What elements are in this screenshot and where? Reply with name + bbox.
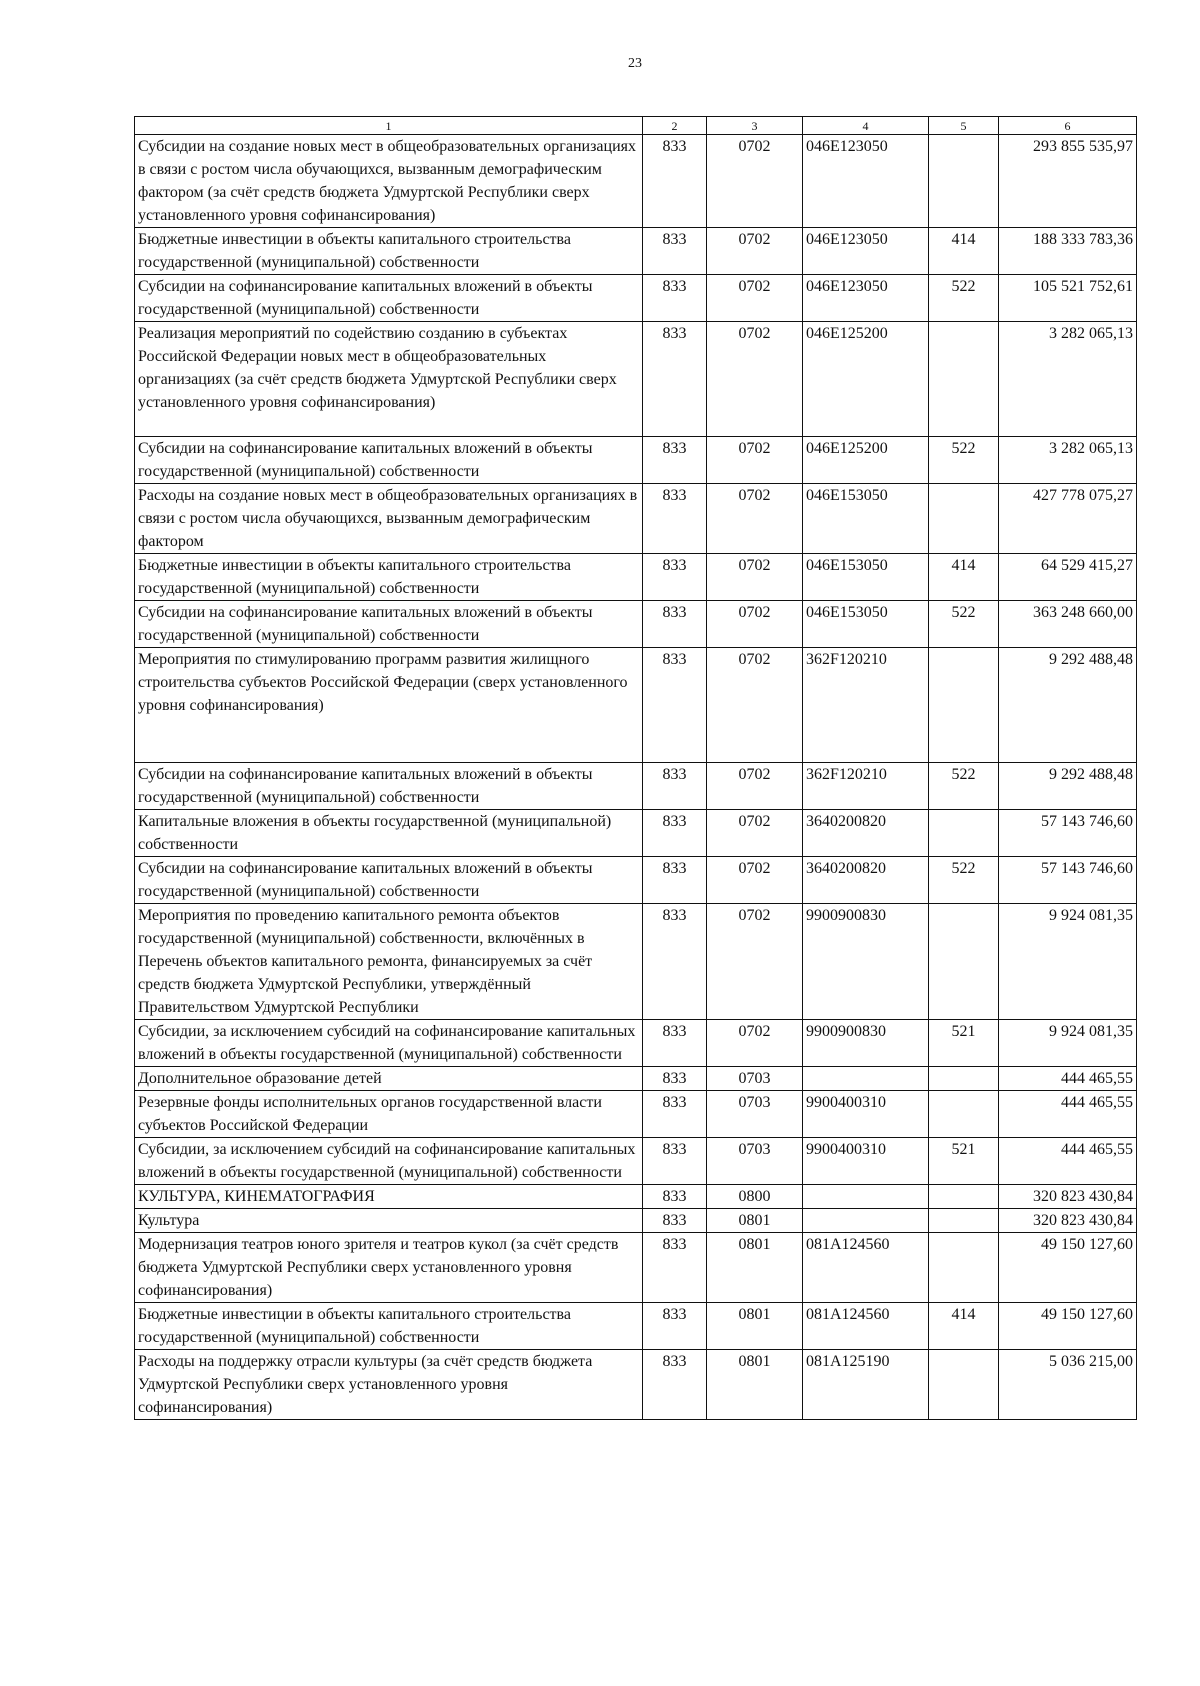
- row-amount-cell: 57 143 746,60: [999, 857, 1137, 904]
- row-type-cell: [929, 904, 999, 1020]
- table-row: [135, 554, 1137, 601]
- column-number: 5: [929, 117, 999, 135]
- table-row: [135, 484, 1137, 554]
- row-target-cell: 362F120210: [803, 763, 929, 810]
- row-code-cell: 833: [643, 810, 707, 857]
- row-amount-cell: 49 150 127,60: [999, 1303, 1137, 1350]
- row-name-cell: Резервные фонды исполнительных органов государственной власти субъектов Российской Федерации: [135, 1091, 643, 1138]
- table-row: [135, 763, 1137, 810]
- row-name-cell: Субсидии на софинансирование капитальных вложений в объекты государственной (муниципальной) собственности: [135, 275, 643, 322]
- row-amount-cell: 444 465,55: [999, 1067, 1137, 1091]
- column-number: 3: [707, 117, 803, 135]
- row-target-cell: 046E123050: [803, 135, 929, 228]
- row-section-cell: 0702: [707, 904, 803, 1020]
- row-amount-cell: 9 924 081,35: [999, 1020, 1137, 1067]
- column-number: 6: [999, 117, 1137, 135]
- row-code-cell: 833: [643, 1350, 707, 1420]
- row-target-cell: [803, 1185, 929, 1209]
- table-row: [135, 275, 1137, 322]
- row-name-cell: Субсидии, за исключением субсидий на софинансирование капитальных вложений в объекты государственной (муниципальной) собственности: [135, 1138, 643, 1185]
- row-section-cell: 0702: [707, 437, 803, 484]
- row-amount-cell: 64 529 415,27: [999, 554, 1137, 601]
- row-type-cell: 521: [929, 1138, 999, 1185]
- row-section-cell: 0702: [707, 322, 803, 437]
- row-type-cell: 414: [929, 1303, 999, 1350]
- row-section-cell: 0702: [707, 554, 803, 601]
- table-row: [135, 904, 1137, 1020]
- table-row: [135, 1233, 1137, 1303]
- row-code-cell: 833: [643, 1209, 707, 1233]
- row-type-cell: 522: [929, 857, 999, 904]
- table-row: [135, 228, 1137, 275]
- row-target-cell: 9900400310: [803, 1091, 929, 1138]
- row-name-cell: Культура: [135, 1209, 643, 1233]
- row-name-cell: Реализация мероприятий по содействию созданию в субъектах Российской Федерации новых мест в общеобразовательных организациях (за счёт средств бюджета Удмуртской Республики сверх установленного уровня софинансирования): [135, 322, 643, 437]
- row-section-cell: 0702: [707, 763, 803, 810]
- table-row: [135, 810, 1137, 857]
- table-row: [135, 437, 1137, 484]
- row-name-cell: Дополнительное образование детей: [135, 1067, 643, 1091]
- table-row: [135, 648, 1137, 763]
- row-amount-cell: 3 282 065,13: [999, 437, 1137, 484]
- row-section-cell: 0801: [707, 1303, 803, 1350]
- column-number: 4: [803, 117, 929, 135]
- row-amount-cell: 49 150 127,60: [999, 1233, 1137, 1303]
- row-amount-cell: 320 823 430,84: [999, 1209, 1137, 1233]
- row-type-cell: 522: [929, 601, 999, 648]
- row-name-cell: Субсидии на софинансирование капитальных вложений в объекты государственной (муниципальной) собственности: [135, 601, 643, 648]
- row-amount-cell: 3 282 065,13: [999, 322, 1137, 437]
- row-type-cell: 522: [929, 275, 999, 322]
- row-section-cell: 0702: [707, 135, 803, 228]
- row-amount-cell: 293 855 535,97: [999, 135, 1137, 228]
- row-target-cell: 9900900830: [803, 1020, 929, 1067]
- row-section-cell: 0702: [707, 275, 803, 322]
- row-type-cell: [929, 135, 999, 228]
- row-type-cell: 521: [929, 1020, 999, 1067]
- row-section-cell: 0702: [707, 810, 803, 857]
- table-row: [135, 1091, 1137, 1138]
- table-row: [135, 135, 1137, 228]
- row-code-cell: 833: [643, 763, 707, 810]
- row-target-cell: 081A124560: [803, 1233, 929, 1303]
- row-target-cell: 046E123050: [803, 228, 929, 275]
- column-number: 1: [135, 117, 643, 135]
- row-code-cell: 833: [643, 437, 707, 484]
- row-section-cell: 0703: [707, 1067, 803, 1091]
- row-name-cell: Субсидии, за исключением субсидий на софинансирование капитальных вложений в объекты государственной (муниципальной) собственности: [135, 1020, 643, 1067]
- row-name-cell: Субсидии на создание новых мест в общеобразовательных организациях в связи с ростом числа обучающихся, вызванным демографическим фактором (за счёт средств бюджета Удмуртской Республики сверх установленного уровня софинансирования): [135, 135, 643, 228]
- row-section-cell: 0801: [707, 1350, 803, 1420]
- row-name-cell: Мероприятия по проведению капитального ремонта объектов государственной (муниципальной) собственности, включённых в Перечень объектов капитального ремонта, финансируемых за счёт средств бюджета Удмуртской Республики, утверждённый Правительством Удмуртской Республики: [135, 904, 643, 1020]
- row-amount-cell: 427 778 075,27: [999, 484, 1137, 554]
- row-code-cell: 833: [643, 1020, 707, 1067]
- row-code-cell: 833: [643, 1138, 707, 1185]
- table-row: [135, 322, 1137, 437]
- row-code-cell: 833: [643, 857, 707, 904]
- table-row: [135, 601, 1137, 648]
- row-target-cell: 3640200820: [803, 810, 929, 857]
- table-row: [135, 1067, 1137, 1091]
- row-type-cell: 522: [929, 763, 999, 810]
- row-code-cell: 833: [643, 135, 707, 228]
- row-code-cell: 833: [643, 554, 707, 601]
- row-target-cell: 9900900830: [803, 904, 929, 1020]
- row-target-cell: 9900400310: [803, 1138, 929, 1185]
- row-type-cell: 522: [929, 437, 999, 484]
- table-body: [135, 135, 1137, 1420]
- row-code-cell: 833: [643, 904, 707, 1020]
- table-row: [135, 1138, 1137, 1185]
- row-name-cell: Расходы на создание новых мест в общеобразовательных организациях в связи с ростом числа обучающихся, вызванным демографическим фактором: [135, 484, 643, 554]
- row-section-cell: 0801: [707, 1209, 803, 1233]
- row-type-cell: [929, 1209, 999, 1233]
- row-target-cell: 081A125190: [803, 1350, 929, 1420]
- row-target-cell: 362F120210: [803, 648, 929, 763]
- row-section-cell: 0702: [707, 601, 803, 648]
- row-code-cell: 833: [643, 322, 707, 437]
- row-name-cell: Бюджетные инвестиции в объекты капитального строительства государственной (муниципальной) собственности: [135, 554, 643, 601]
- table-row: [135, 1350, 1137, 1420]
- table-row: [135, 857, 1137, 904]
- row-section-cell: 0702: [707, 648, 803, 763]
- row-amount-cell: 57 143 746,60: [999, 810, 1137, 857]
- row-section-cell: 0800: [707, 1185, 803, 1209]
- row-amount-cell: 444 465,55: [999, 1138, 1137, 1185]
- table-row: [135, 1209, 1137, 1233]
- row-type-cell: [929, 1350, 999, 1420]
- row-target-cell: [803, 1209, 929, 1233]
- row-code-cell: 833: [643, 1233, 707, 1303]
- row-name-cell: Расходы на поддержку отрасли культуры (за счёт средств бюджета Удмуртской Республики сверх установленного уровня софинансирования): [135, 1350, 643, 1420]
- row-name-cell: Субсидии на софинансирование капитальных вложений в объекты государственной (муниципальной) собственности: [135, 437, 643, 484]
- row-code-cell: 833: [643, 601, 707, 648]
- page-number: 23: [628, 56, 642, 71]
- row-target-cell: 046E123050: [803, 275, 929, 322]
- row-section-cell: 0702: [707, 228, 803, 275]
- row-name-cell: Бюджетные инвестиции в объекты капитального строительства государственной (муниципальной) собственности: [135, 1303, 643, 1350]
- row-amount-cell: 9 924 081,35: [999, 904, 1137, 1020]
- row-amount-cell: 188 333 783,36: [999, 228, 1137, 275]
- budget-table: [134, 116, 1137, 1420]
- row-amount-cell: 444 465,55: [999, 1091, 1137, 1138]
- row-amount-cell: 363 248 660,00: [999, 601, 1137, 648]
- row-amount-cell: 5 036 215,00: [999, 1350, 1137, 1420]
- row-code-cell: 833: [643, 1091, 707, 1138]
- row-type-cell: [929, 1067, 999, 1091]
- row-code-cell: 833: [643, 228, 707, 275]
- row-code-cell: 833: [643, 1185, 707, 1209]
- row-target-cell: 046E153050: [803, 601, 929, 648]
- row-name-cell: Субсидии на софинансирование капитальных вложений в объекты государственной (муниципальной) собственности: [135, 763, 643, 810]
- table-row: [135, 1303, 1137, 1350]
- row-code-cell: 833: [643, 648, 707, 763]
- row-code-cell: 833: [643, 275, 707, 322]
- row-name-cell: Бюджетные инвестиции в объекты капитального строительства государственной (муниципальной) собственности: [135, 228, 643, 275]
- row-amount-cell: 9 292 488,48: [999, 648, 1137, 763]
- row-type-cell: [929, 484, 999, 554]
- row-type-cell: [929, 322, 999, 437]
- row-section-cell: 0702: [707, 857, 803, 904]
- row-section-cell: 0702: [707, 1020, 803, 1067]
- row-type-cell: [929, 1233, 999, 1303]
- row-name-cell: Субсидии на софинансирование капитальных вложений в объекты государственной (муниципальной) собственности: [135, 857, 643, 904]
- row-section-cell: 0703: [707, 1091, 803, 1138]
- row-target-cell: 3640200820: [803, 857, 929, 904]
- table-row: [135, 1020, 1137, 1067]
- row-target-cell: 046E125200: [803, 437, 929, 484]
- row-type-cell: [929, 810, 999, 857]
- row-type-cell: [929, 648, 999, 763]
- row-target-cell: 046E125200: [803, 322, 929, 437]
- row-amount-cell: 105 521 752,61: [999, 275, 1137, 322]
- row-code-cell: 833: [643, 1303, 707, 1350]
- row-type-cell: 414: [929, 228, 999, 275]
- column-number-row: [135, 117, 1137, 135]
- row-target-cell: 081A124560: [803, 1303, 929, 1350]
- row-target-cell: [803, 1067, 929, 1091]
- row-name-cell: КУЛЬТУРА, КИНЕМАТОГРАФИЯ: [135, 1185, 643, 1209]
- row-code-cell: 833: [643, 1067, 707, 1091]
- row-name-cell: Модернизация театров юного зрителя и театров кукол (за счёт средств бюджета Удмуртской Республики сверх установленного уровня софинансирования): [135, 1233, 643, 1303]
- row-target-cell: 046E153050: [803, 554, 929, 601]
- column-number: 2: [643, 117, 707, 135]
- row-type-cell: [929, 1091, 999, 1138]
- row-amount-cell: 320 823 430,84: [999, 1185, 1137, 1209]
- row-name-cell: Капитальные вложения в объекты государственной (муниципальной) собственности: [135, 810, 643, 857]
- row-amount-cell: 9 292 488,48: [999, 763, 1137, 810]
- row-type-cell: [929, 1185, 999, 1209]
- table-row: [135, 1185, 1137, 1209]
- row-target-cell: 046E153050: [803, 484, 929, 554]
- row-name-cell: Мероприятия по стимулированию программ развития жилищного строительства субъектов Российской Федерации (сверх установленного уровня софинансирования): [135, 648, 643, 763]
- row-type-cell: 414: [929, 554, 999, 601]
- row-section-cell: 0702: [707, 484, 803, 554]
- row-section-cell: 0703: [707, 1138, 803, 1185]
- row-code-cell: 833: [643, 484, 707, 554]
- row-section-cell: 0801: [707, 1233, 803, 1303]
